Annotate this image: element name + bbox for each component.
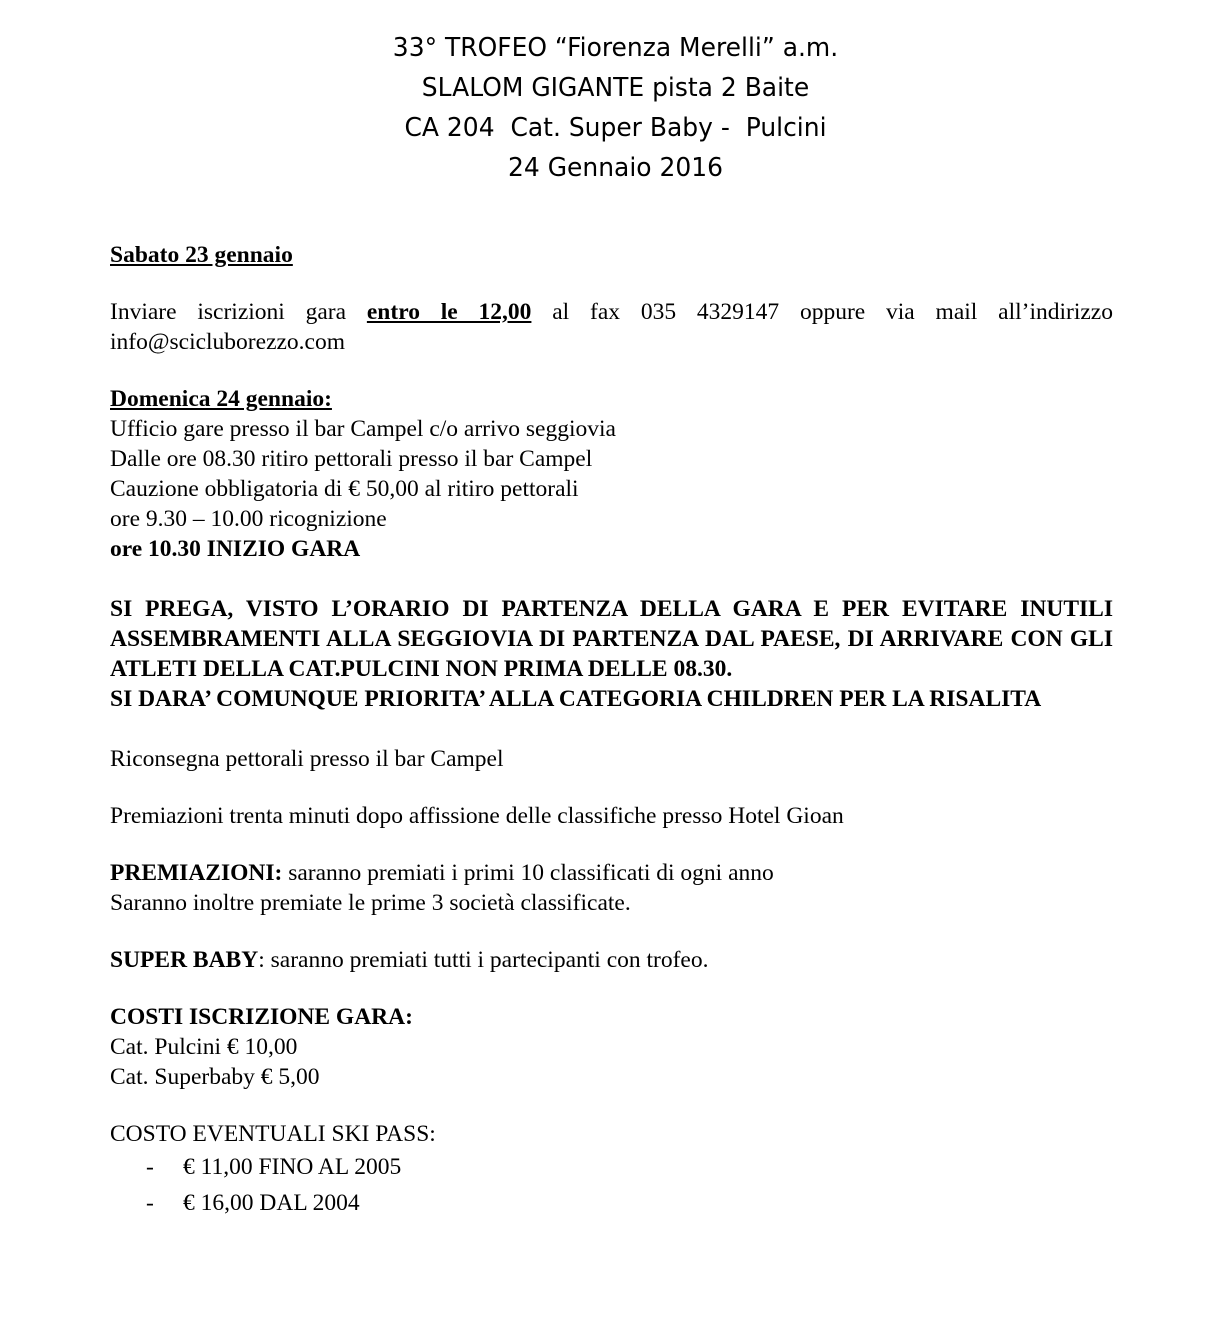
skipass-heading: COSTO EVENTUALI SKI PASS: [110, 1121, 436, 1147]
registration-text-after: al fax 035 4329147 oppure via mail all’indirizzo info@scicluborezzo.com [110, 299, 1113, 355]
dash-bullet: - [146, 1154, 154, 1180]
skipass-item: € 16,00 DAL 2004 [183, 1190, 360, 1216]
awards-time: Premiazioni trenta minuti dopo affissione delle classifiche presso Hotel Gioan [110, 803, 844, 829]
list-item [110, 1149, 1113, 1185]
header-date: 24 Gennaio 2016 [507, 153, 723, 183]
sunday-heading: Domenica 24 gennaio: [110, 386, 332, 412]
fees-heading: COSTI ISCRIZIONE GARA: [110, 1004, 413, 1030]
registration-paragraph [110, 297, 1113, 357]
sunday-line: ore 9.30 – 10.00 ricognizione [110, 506, 387, 532]
fee-line: Cat. Pulcini € 10,00 [110, 1034, 298, 1060]
header-category: CA 204 Cat. Super Baby - Pulcini [404, 113, 827, 143]
header-discipline: SLALOM GIGANTE pista 2 Baite [421, 73, 810, 103]
superbaby-label: SUPER BABY [110, 947, 259, 973]
notice-paragraph: SI PREGA, VISTO L’ORARIO DI PARTENZA DELLA GARA E PER EVITARE INUTILI ASSEMBRAMENTI ALLA SEGGIOVIA DI PARTENZA DAL PAESE, DI ARRIVARE CON GLI ATLETI DELLA CAT.PULCINI NON PRIMA DELLE 08.30. [110, 596, 1113, 682]
document-body [110, 240, 1113, 1221]
superbaby-line [110, 945, 1113, 975]
race-start: ore 10.30 INIZIO GARA [110, 536, 361, 562]
document-header [25, 28, 1207, 188]
registration-deadline: entro le 12,00 [366, 299, 532, 325]
skipass-item: € 11,00 FINO AL 2005 [183, 1154, 402, 1180]
awards-text: saranno premiati i primi 10 classificati di ogni anno [282, 860, 774, 886]
fee-line: Cat. Superbaby € 5,00 [110, 1064, 320, 1090]
dash-bullet: - [146, 1190, 154, 1216]
header-title: 33° TROFEO “Fiorenza Merelli” a.m. [392, 33, 839, 63]
registration-text-before: Inviare iscrizioni gara [110, 299, 367, 325]
notice-priority: SI DARA’ COMUNQUE PRIORITA’ ALLA CATEGORIA CHILDREN PER LA RISALITA [110, 686, 1042, 712]
awards-line [110, 858, 1113, 888]
saturday-heading: Sabato 23 gennaio [110, 242, 293, 268]
return-bibs: Riconsegna pettorali presso il bar Campel [110, 746, 504, 772]
sunday-line: Cauzione obbligatoria di € 50,00 al ritiro pettorali [110, 476, 579, 502]
awards-line2: Saranno inoltre premiate le prime 3 società classificate. [110, 890, 631, 916]
awards-label: PREMIAZIONI: [110, 860, 283, 886]
list-item [110, 1185, 1113, 1221]
sunday-line: Dalle ore 08.30 ritiro pettorali presso il bar Campel [110, 446, 593, 472]
superbaby-text: : saranno premiati tutti i partecipanti con trofeo. [258, 947, 709, 973]
sunday-line: Ufficio gare presso il bar Campel c/o arrivo seggiovia [110, 416, 616, 442]
skipass-list [110, 1149, 1113, 1221]
